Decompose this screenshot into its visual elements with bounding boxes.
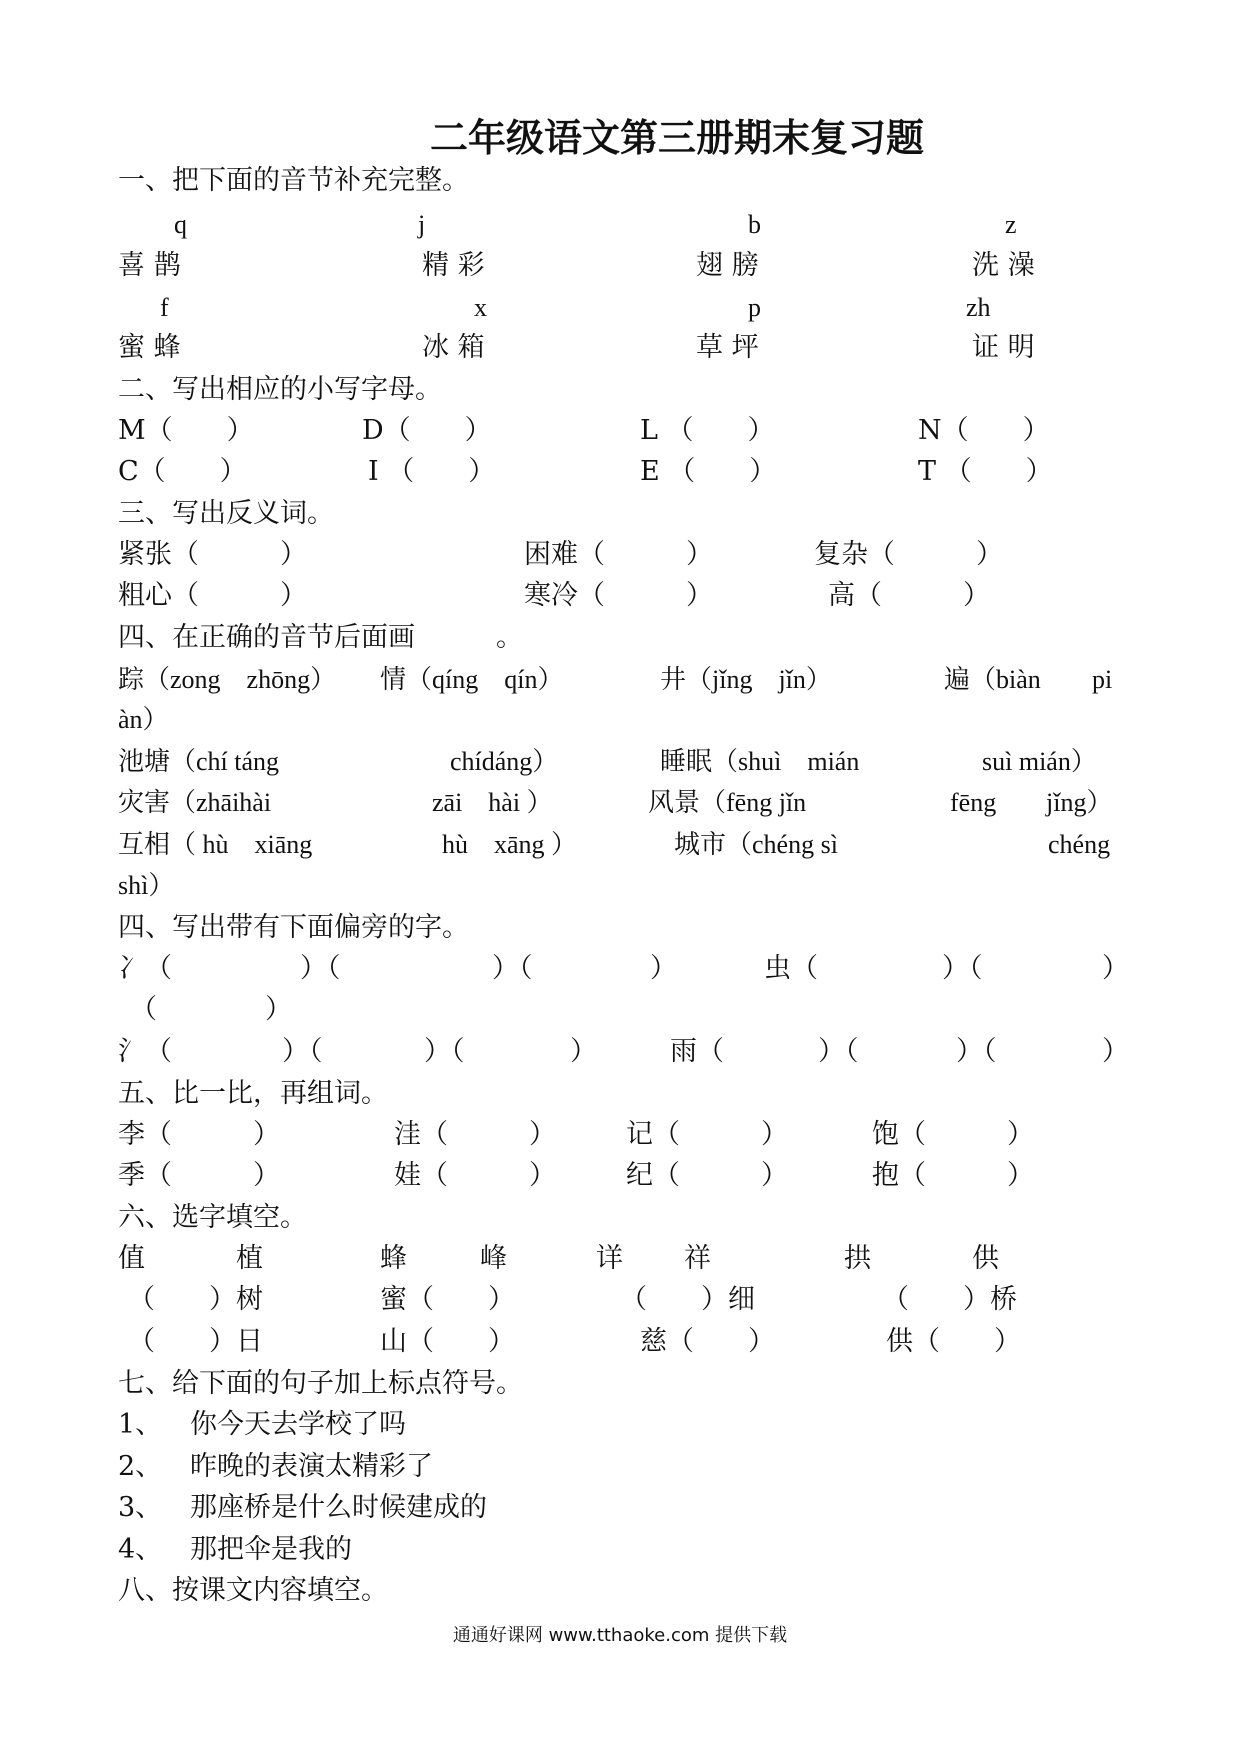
pinyin-choice: 踪（zong zhōng） (118, 665, 337, 694)
pinyin-choice: 睡眠（shuì mián (660, 747, 860, 776)
antonym-blank: 紧张（ ） (118, 539, 307, 570)
pinyin-choice: 风景（fēng jǐn (648, 788, 807, 817)
section-4-heading: 四、在正确的音节后面画 。 (118, 622, 523, 653)
word: 翅 膀 (696, 250, 759, 281)
section-3-heading: 三、写出反义词。 (118, 498, 334, 529)
radical-blank: ） (570, 1036, 597, 1067)
word: 精 彩 (422, 250, 485, 281)
radical-blank: ）（ (282, 1036, 323, 1067)
pinyin-hint: zh (966, 293, 991, 322)
compare-blank: 纪（ ） (626, 1160, 788, 1191)
pinyin-choice: 井（jǐng jǐn） (660, 665, 832, 694)
fill-blank: 慈（ ） (640, 1326, 775, 1357)
radical-blank: ）（ (300, 953, 341, 984)
radical-blank: 氵（ (118, 1036, 172, 1067)
word: 冰 箱 (422, 332, 485, 363)
choice-char: 拱 (844, 1243, 871, 1274)
compare-blank: 李（ ） (118, 1119, 280, 1150)
fill-blank: （ ）细 (620, 1284, 755, 1315)
pinyin-choice: 灾害（zhāihài (118, 788, 272, 817)
antonym-blank: 复杂（ ） (814, 539, 1003, 570)
fill-blank: （ ）日 (128, 1326, 263, 1357)
pinyin-hint: x (474, 293, 487, 322)
pinyin-choice: 情（qíng qín） (380, 665, 564, 694)
choice-char: 蜂 (380, 1243, 407, 1274)
word: 蜜 蜂 (118, 332, 181, 363)
pinyin-choice: chéng (1048, 830, 1111, 859)
sentence-number: 1、 (118, 1409, 163, 1440)
pinyin-choice: suì mián） (982, 747, 1097, 776)
section-2-heading: 二、写出相应的小写字母。 (118, 374, 442, 405)
compare-blank: 抱（ ） (872, 1160, 1034, 1191)
radical-blank: ）（ (424, 1036, 465, 1067)
fill-blank: （ ）树 (128, 1284, 263, 1315)
pinyin-choice: 城市（chéng sì (674, 830, 838, 859)
sentence-number: 2、 (118, 1451, 163, 1482)
pinyin-hint: j (418, 210, 426, 239)
section-1-heading: 一、把下面的音节补充完整。 (118, 165, 469, 196)
radical-blank: ）（ (818, 1036, 859, 1067)
letter-blank: M（ ） (118, 415, 254, 446)
radical-blank: 雨（ (670, 1036, 724, 1067)
pinyin-choice: fēng (950, 788, 997, 817)
choice-char: 详 (596, 1243, 623, 1274)
pinyin-hint: b (748, 210, 761, 239)
sentence-number: 4、 (118, 1534, 163, 1565)
sentence-text: 昨晚的表演太精彩了 (190, 1451, 433, 1482)
footer-credit: 通通好课网 www.tthaoke.com 提供下载 (452, 1625, 788, 1646)
pinyin-hint: q (174, 210, 187, 239)
sentence-text: 你今天去学校了吗 (190, 1409, 406, 1440)
sentence-text: 那把伞是我的 (190, 1534, 352, 1565)
sentence-text: 那座桥是什么时候建成的 (190, 1492, 487, 1523)
compare-blank: 饱（ ） (872, 1119, 1034, 1150)
letter-blank: E （ ） (640, 456, 777, 487)
word: 草 坪 (696, 332, 759, 363)
letter-blank: I （ ） (368, 456, 496, 487)
radical-blank: ） (1102, 1036, 1129, 1067)
pinyin-choice: hù xāng ） (442, 830, 578, 859)
section-7-heading: 七、给下面的句子加上标点符号。 (118, 1368, 523, 1399)
pinyin-hint: z (1005, 210, 1017, 239)
choice-char: 祥 (684, 1243, 711, 1274)
section-8-heading: 八、按课文内容填空。 (118, 1575, 388, 1606)
compare-blank: 洼（ ） (394, 1119, 556, 1150)
fill-blank: 山（ ） (380, 1326, 515, 1357)
radical-blank: ）（ (956, 1036, 997, 1067)
radical-blank: ）（ (942, 953, 983, 984)
section-6-heading: 六、选字填空。 (118, 1202, 307, 1233)
letter-blank: L （ ） (640, 415, 775, 446)
pinyin-choice: pi (1092, 665, 1113, 694)
sentence-number: 3、 (118, 1492, 163, 1523)
compare-blank: 记（ ） (626, 1119, 788, 1150)
radical-blank: （ ） (130, 994, 292, 1025)
choice-char: 峰 (480, 1243, 507, 1274)
word: 喜 鹊 (118, 250, 181, 281)
pinyin-choice: 池塘（chí táng (118, 747, 280, 776)
pinyin-choice: 遍（biàn (944, 665, 1041, 694)
section-5-heading: 五、比一比，再组词。 (118, 1078, 388, 1109)
compare-blank: 娃（ ） (394, 1160, 556, 1191)
antonym-blank: 粗心（ ） (118, 580, 307, 611)
word: 洗 澡 (972, 250, 1035, 281)
pinyin-choice: zāi hài ） (432, 788, 553, 817)
choice-char: 植 (236, 1243, 263, 1274)
section-4b-heading: 四、写出带有下面偏旁的字。 (118, 912, 469, 943)
fill-blank: 蜜（ ） (380, 1284, 515, 1315)
fill-blank: （ ）桥 (882, 1284, 1017, 1315)
radical-blank: ）（ (492, 953, 533, 984)
page-title: 二年级语文第三册期末复习题 (430, 115, 925, 160)
letter-blank: N（ ） (918, 415, 1050, 446)
letter-blank: T （ ） (918, 456, 1053, 487)
compare-blank: 季（ ） (118, 1160, 280, 1191)
pinyin-choice: 互相（ hù xiāng (118, 830, 313, 859)
pinyin-choice: chídáng） (450, 747, 559, 776)
word: 证 明 (972, 332, 1035, 363)
radical-blank: 虫（ (764, 953, 818, 984)
antonym-blank: 困难（ ） (524, 539, 713, 570)
pinyin-hint: p (748, 293, 761, 322)
fill-blank: 供（ ） (886, 1326, 1021, 1357)
pinyin-choice: shì） (118, 871, 175, 900)
pinyin-choice: àn） (118, 705, 169, 734)
letter-blank: D（ ） (362, 415, 492, 446)
antonym-blank: 寒冷（ ） (524, 580, 713, 611)
radical-blank: ） (650, 953, 677, 984)
radical-blank: ） (1102, 953, 1129, 984)
choice-char: 值 (118, 1243, 145, 1274)
pinyin-hint: f (160, 293, 169, 322)
antonym-blank: 高（ ） (828, 580, 990, 611)
pinyin-choice: jǐng） (1046, 788, 1113, 817)
letter-blank: C（ ） (118, 456, 247, 487)
radical-blank: 冫（ (118, 953, 172, 984)
choice-char: 供 (972, 1243, 999, 1274)
